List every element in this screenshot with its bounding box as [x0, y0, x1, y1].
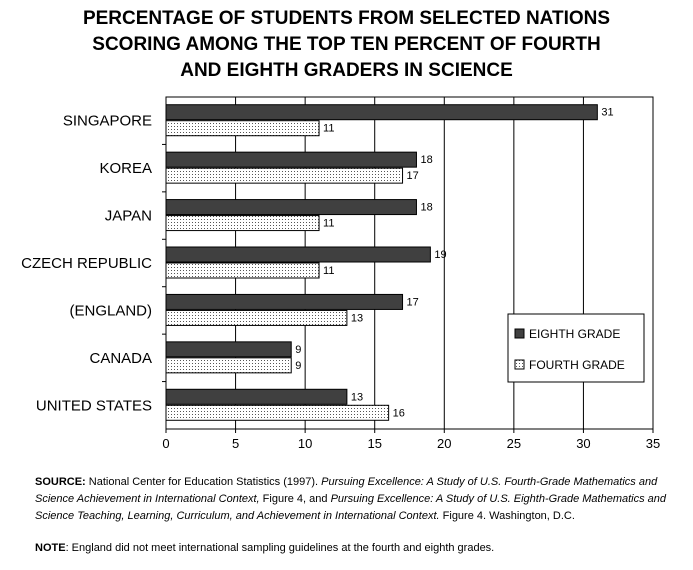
note-text: : England did not meet international sampling guidelines at the fourth and eighth grades.: [65, 542, 495, 554]
title-line-3: AND EIGHTH GRADERS IN SCIENCE: [180, 60, 513, 81]
data-label-fourth-2: 11: [323, 217, 335, 230]
source-note: [35, 474, 685, 525]
x-tick-label-7: 35: [645, 436, 661, 451]
source-title-1: Pursuing Excellence: A Study of U.S. Fourth-Grade Mathematics and Science Achievement in International Context,: [35, 476, 658, 505]
note: [35, 540, 685, 557]
bar-fourth-0: [166, 121, 319, 136]
data-label-fourth-3: 11: [323, 265, 335, 277]
x-tick-label-3: 15: [367, 436, 382, 451]
bar-fourth-4: [166, 310, 347, 325]
bar-fourth-3: [166, 263, 319, 278]
category-label-0: SINGAPORE: [62, 112, 152, 130]
category-label-1: KOREA: [99, 160, 152, 178]
x-tick-label-1: 5: [231, 436, 240, 451]
legend-swatch-0: [515, 329, 524, 338]
bar-eighth-4: [166, 294, 403, 309]
x-tick-label-4: 20: [437, 436, 452, 451]
bar-fourth-5: [166, 358, 291, 373]
bar-fourth-6: [166, 405, 389, 420]
x-tick-label-6: 30: [576, 436, 591, 451]
source-text-3: Figure 4. Washington, D.C.: [442, 510, 575, 522]
bar-eighth-2: [166, 200, 416, 215]
category-label-4: (ENGLAND): [69, 302, 152, 320]
category-label-5: CANADA: [89, 349, 152, 367]
note-label: NOTE: [35, 542, 66, 554]
legend-label-0: EIGHTH GRADE: [529, 327, 621, 341]
category-label-2: JAPAN: [104, 207, 152, 225]
data-label-eighth-6: 13: [350, 391, 364, 404]
legend-swatch-1: [515, 360, 524, 369]
category-label-3: CZECH REPUBLIC: [21, 255, 152, 272]
data-label-fourth-1: 17: [406, 170, 419, 183]
data-label-fourth-4: 13: [350, 312, 364, 325]
source-label: SOURCE:: [35, 476, 86, 488]
bar-eighth-6: [166, 389, 347, 404]
data-label-eighth-1: 18: [420, 154, 433, 167]
data-label-eighth-3: 19: [434, 249, 447, 261]
bar-eighth-5: [166, 342, 291, 357]
bar-eighth-0: [166, 105, 597, 120]
bar-eighth-3: [166, 247, 430, 262]
category-label-6: UNITED STATES: [35, 397, 152, 415]
data-label-eighth-2: 18: [420, 201, 433, 214]
source-title-2: Pursuing Excellence: A Study of U.S. Eighth-Grade Mathematics and Science Teaching, Learning, Curriculum, and Achievement in International Context.: [35, 493, 667, 522]
data-label-fourth-6: 16: [392, 407, 405, 420]
x-tick-label-5: 25: [506, 436, 522, 451]
x-tick-label-0: 0: [162, 436, 170, 451]
title-line-1: PERCENTAGE OF STUDENTS FROM SELECTED NATIONS: [82, 8, 611, 29]
data-label-eighth-5: 9: [295, 343, 302, 356]
data-label-fourth-5: 9: [295, 359, 302, 372]
title-line-2: SCORING AMONG THE TOP TEN PERCENT OF FOURTH: [92, 34, 601, 55]
bar-fourth-1: [166, 168, 403, 183]
data-label-fourth-0: 11: [323, 122, 335, 135]
legend-label-1: FOURTH GRADE: [529, 358, 625, 372]
chart-notes: [35, 474, 685, 557]
data-label-eighth-4: 17: [406, 296, 419, 309]
data-label-eighth-0: 31: [601, 106, 614, 119]
bar-fourth-2: [166, 216, 319, 231]
x-tick-label-2: 10: [297, 436, 313, 451]
source-text-2: Figure 4, and: [262, 493, 328, 505]
source-text-1: National Center for Education Statistics (1997).: [88, 476, 319, 488]
bar-eighth-1: [166, 152, 416, 167]
